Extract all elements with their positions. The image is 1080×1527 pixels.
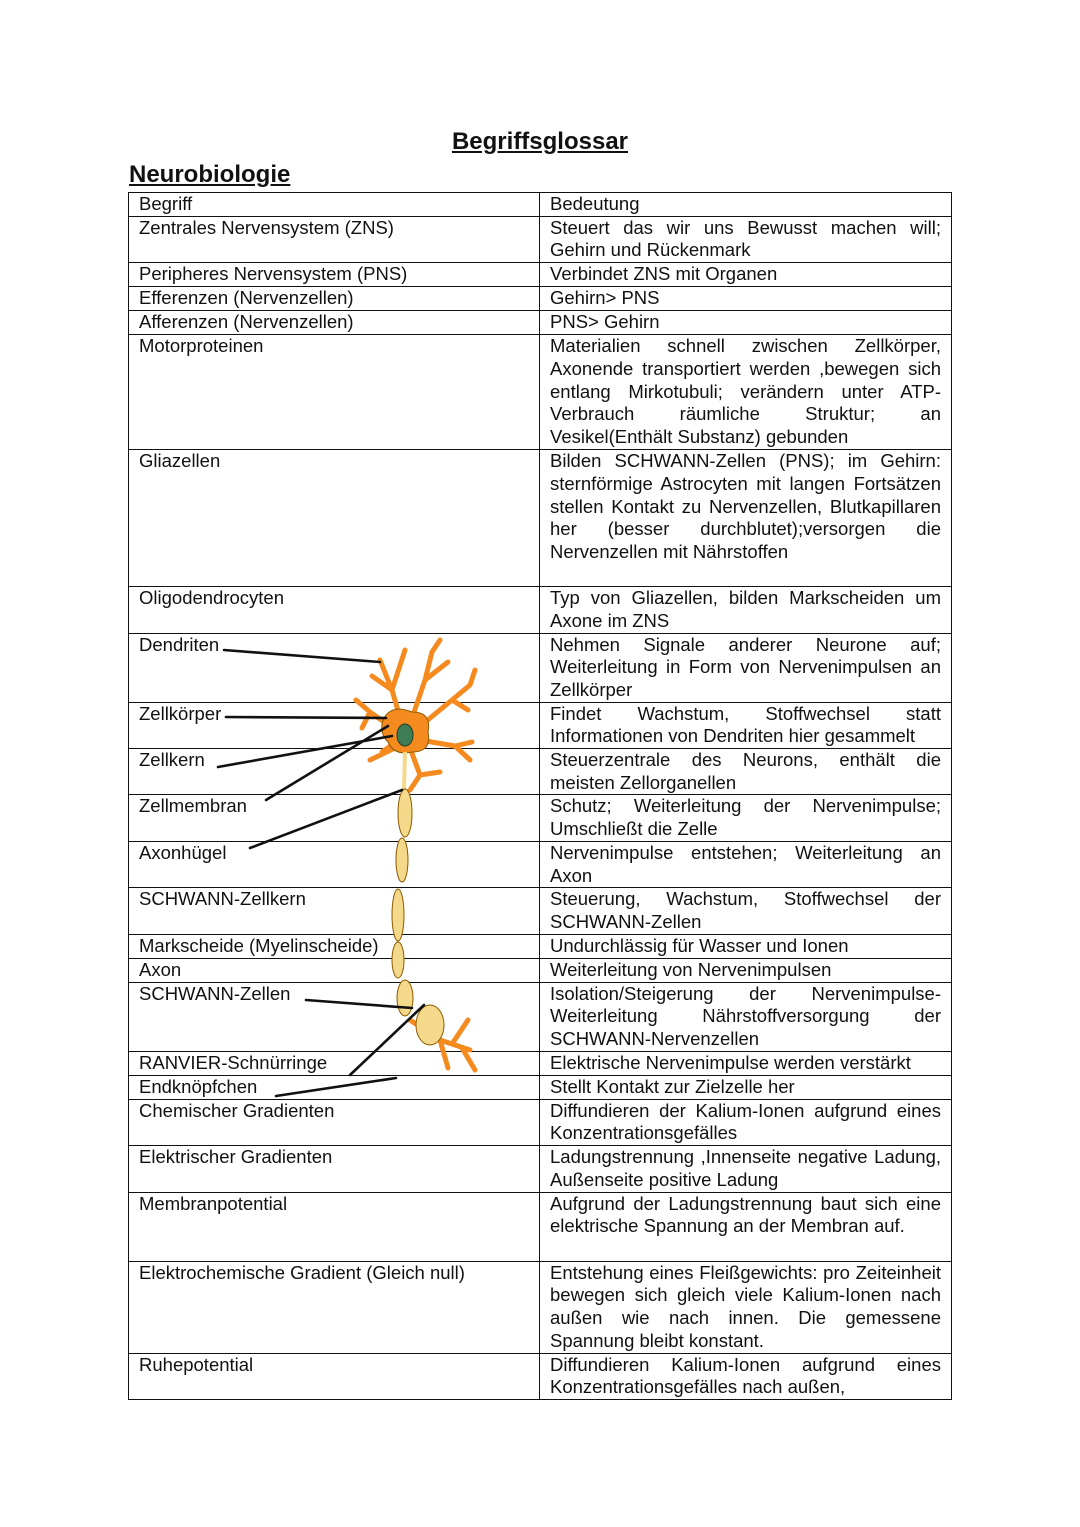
glossary-term: SCHWANN-Zellen	[129, 982, 540, 1051]
glossary-term: Motorproteinen	[129, 335, 540, 450]
glossary-definition: Undurchlässig für Wasser und Ionen	[540, 934, 952, 958]
glossary-term: Zellkern	[129, 749, 540, 795]
table-row	[129, 1051, 952, 1075]
table-header-row	[129, 193, 952, 217]
glossary-term: Zellkörper	[129, 702, 540, 748]
glossary-term: Chemischer Gradienten	[129, 1099, 540, 1145]
table-row	[129, 749, 952, 795]
glossary-definition: Nehmen Signale anderer Neurone auf; Weiterleitung in Form von Nervenimpulsen an Zellkörper	[540, 633, 952, 702]
glossary-definition: Elektrische Nervenimpulse werden verstärkt	[540, 1051, 952, 1075]
glossary-term: Oligodendrocyten	[129, 587, 540, 633]
table-row	[129, 934, 952, 958]
table-row	[129, 633, 952, 702]
glossary-definition: Entstehung eines Fleißgewichts: pro Zeiteinheit bewegen sich gleich viele Kalium-Ionen nach außen wie nach innen. Die gemessene Spannung bleibt konstant.	[540, 1261, 952, 1353]
glossary-definition: Diffundieren der Kalium-Ionen aufgrund eines Konzentrationsgefälles	[540, 1099, 952, 1145]
table-row	[129, 263, 952, 287]
glossary-term: Markscheide (Myelinscheide)	[129, 934, 540, 958]
glossary-term: Membranpotential	[129, 1192, 540, 1261]
table-row	[129, 587, 952, 633]
table-row	[129, 1353, 952, 1399]
glossary-definition: Materialien schnell zwischen Zellkörper, Axonende transportiert werden ,bewegen sich entlang Mirkotubuli; verändern unter ATP-Verbrauch räumliche Struktur; an Vesikel(Enthält Substanz) gebunden	[540, 335, 952, 450]
glossary-term: Efferenzen (Nervenzellen)	[129, 287, 540, 311]
column-header-term: Begriff	[129, 193, 540, 217]
table-row	[129, 702, 952, 748]
glossary-definition: Stellt Kontakt zur Zielzelle her	[540, 1075, 952, 1099]
glossary-body	[129, 193, 952, 1400]
glossary-term: Zentrales Nervensystem (ZNS)	[129, 216, 540, 262]
glossary-definition: Weiterleitung von Nervenimpulsen	[540, 958, 952, 982]
glossary-definition: Isolation/Steigerung der Nervenimpulse- Weiterleitung Nährstoffversorgung der SCHWANN-Nervenzellen	[540, 982, 952, 1051]
table-row	[129, 335, 952, 450]
column-header-definition: Bedeutung	[540, 193, 952, 217]
glossary-table	[128, 192, 952, 1400]
glossary-definition: Typ von Gliazellen, bilden Markscheiden um Axone im ZNS	[540, 587, 952, 633]
glossary-term: Peripheres Nervensystem (PNS)	[129, 263, 540, 287]
table-row	[129, 450, 952, 587]
table-row	[129, 958, 952, 982]
glossary-definition: Findet Wachstum, Stoffwechsel statt Informationen von Dendriten hier gesammelt	[540, 702, 952, 748]
table-row	[129, 1075, 952, 1099]
glossary-definition: Steuerzentrale des Neurons, enthält die meisten Zellorganellen	[540, 749, 952, 795]
table-row	[129, 311, 952, 335]
glossary-definition: Schutz; Weiterleitung der Nervenimpulse; Umschließt die Zelle	[540, 795, 952, 841]
table-row	[129, 1099, 952, 1145]
section-heading: Neurobiologie	[129, 161, 291, 188]
document-title: Begriffsglossar	[451, 128, 629, 155]
glossary-definition: Verbindet ZNS mit Organen	[540, 263, 952, 287]
glossary-term: Dendriten	[129, 633, 540, 702]
glossary-term: Axon	[129, 958, 540, 982]
table-row	[129, 287, 952, 311]
glossary-definition: Steuerung, Wachstum, Stoffwechsel der SCHWANN-Zellen	[540, 888, 952, 934]
glossary-definition: Steuert das wir uns Bewusst machen will; Gehirn und Rückenmark	[540, 216, 952, 262]
table-row	[129, 982, 952, 1051]
glossary-definition: Diffundieren Kalium-Ionen aufgrund eines Konzentrationsgefälles nach außen,	[540, 1353, 952, 1399]
table-row	[129, 1146, 952, 1192]
glossary-definition: Aufgrund der Ladungstrennung baut sich eine elektrische Spannung an der Membran auf.	[540, 1192, 952, 1261]
glossary-term: Gliazellen	[129, 450, 540, 587]
glossary-definition: Ladungstrennung ,Innenseite negative Ladung, Außenseite positive Ladung	[540, 1146, 952, 1192]
glossary-term: Endknöpfchen	[129, 1075, 540, 1099]
glossary-term: Afferenzen (Nervenzellen)	[129, 311, 540, 335]
glossary-term: RANVIER-Schnürringe	[129, 1051, 540, 1075]
glossary-term: SCHWANN-Zellkern	[129, 888, 540, 934]
glossary-term: Ruhepotential	[129, 1353, 540, 1399]
table-row	[129, 216, 952, 262]
table-row	[129, 1261, 952, 1353]
table-row	[129, 841, 952, 887]
glossary-term: Axonhügel	[129, 841, 540, 887]
glossary-term: Elektrischer Gradienten	[129, 1146, 540, 1192]
glossary-term: Elektrochemische Gradient (Gleich null)	[129, 1261, 540, 1353]
table-row	[129, 888, 952, 934]
glossary-term: Zellmembran	[129, 795, 540, 841]
glossary-definition: Nervenimpulse entstehen; Weiterleitung an Axon	[540, 841, 952, 887]
glossary-definition: PNS> Gehirn	[540, 311, 952, 335]
glossary-definition: Bilden SCHWANN-Zellen (PNS); im Gehirn: sternförmige Astrocyten mit langen Fortsätzen stellen Kontakt zu Nervenzellen, Blutkapillaren her (besser durchblutet);versorgen die Nervenzellen mit Nährstoffen	[540, 450, 952, 587]
glossary-definition: Gehirn> PNS	[540, 287, 952, 311]
table-row	[129, 1192, 952, 1261]
table-row	[129, 795, 952, 841]
